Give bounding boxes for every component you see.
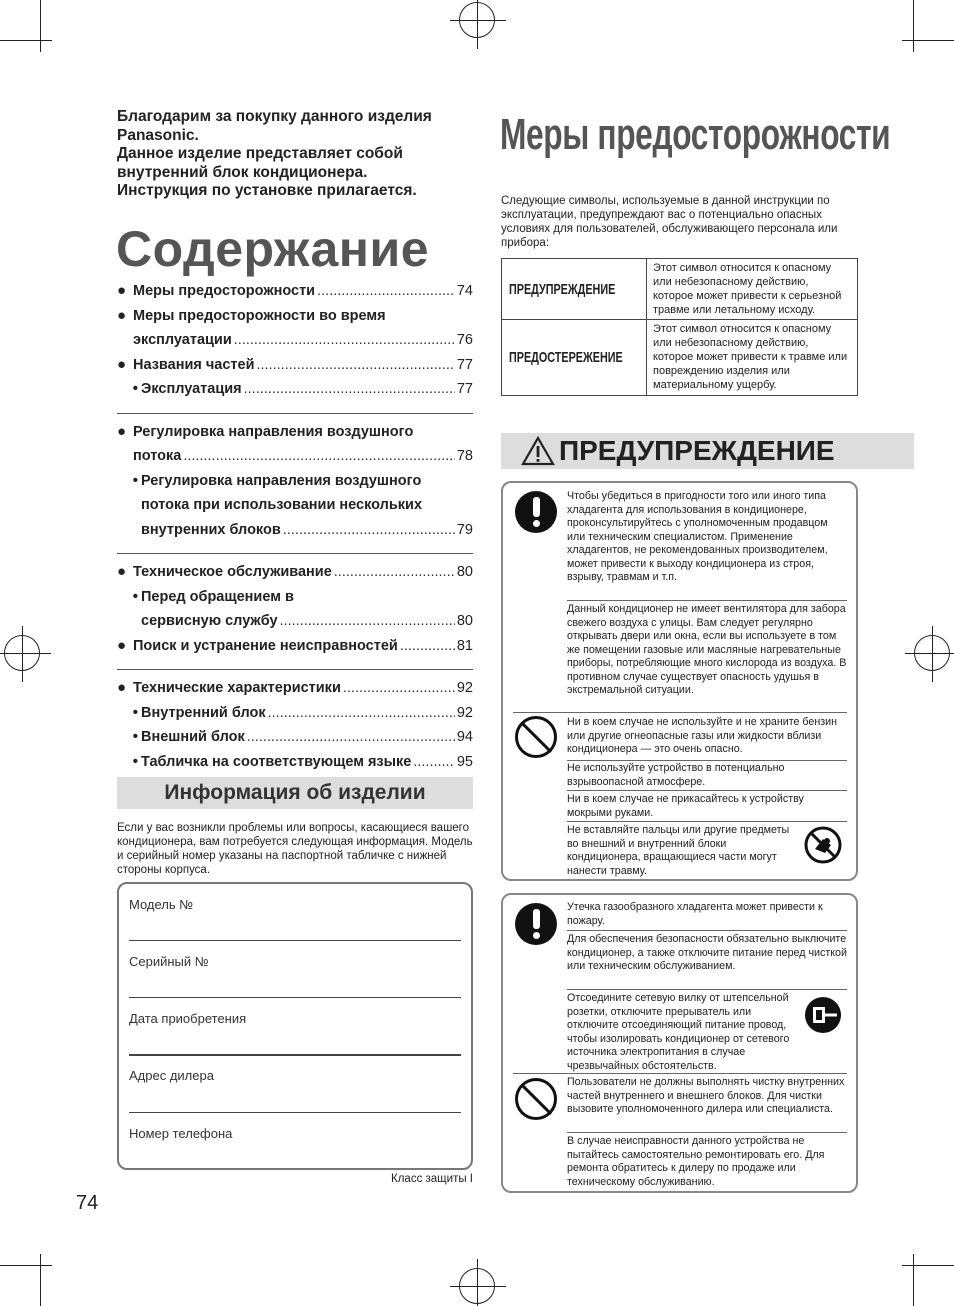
mandatory-action-icon xyxy=(515,491,557,533)
field-line xyxy=(129,940,461,941)
toc-item[interactable]: ● Меры предосторожности во время xyxy=(117,306,386,324)
symbol-row xyxy=(502,319,857,395)
no-fingers-fan-icon xyxy=(803,825,843,865)
warning-item: Утечка газообразного хладагента может привести к пожару. xyxy=(567,901,823,927)
serial-field-label: Серийный № xyxy=(129,954,209,969)
crop-mark xyxy=(902,1265,954,1266)
warning-heading xyxy=(501,433,914,469)
dealer-address-field-label: Адрес дилера xyxy=(129,1068,214,1083)
crop-mark xyxy=(913,1254,914,1306)
symbol-row xyxy=(502,259,857,319)
warning-item: В случае неисправности данного устройства не пытайтесь самостоятельно ремонтировать его. Для ремонта обратитесь к дилеру по продаже или техническому обслуживанию. xyxy=(567,1135,825,1188)
registration-mark xyxy=(459,1268,495,1304)
toc-subitem[interactable]: • Эксплуатация ..... 77 xyxy=(117,377,473,402)
warning-item: Пользователи не должны выполнять чистку внутренних частей внутреннего и внешнего блоков. Для чистки вызовите уполномоченного дилера или специалиста. xyxy=(567,1076,845,1115)
crop-mark xyxy=(0,40,52,41)
symbol-table xyxy=(501,258,858,396)
toc-item[interactable]: ● Регулировка направления воздушного xyxy=(117,422,414,440)
warning-item: Отсоедините сетевую вилку от штепсельной розетки, отключите прерыватель или отключите отсоединяющий питание провод, чтобы изолировать кондиционер от сетевого источника электропитания в случае чрезвычайных обстоятельств. xyxy=(567,992,790,1072)
product-info-text: Если у вас возникли проблемы или вопросы, касающиеся вашего кондиционера, вам потребуется следующая информация. Модель и серийный номер указаны на паспортной табличке с нижней стороны корпуса. xyxy=(117,822,473,876)
warning-item: Ни в коем случае не прикасайтесь к устройству мокрыми руками. xyxy=(567,793,804,819)
prohibition-icon xyxy=(515,716,557,758)
product-info-form xyxy=(117,882,473,1170)
item-divider xyxy=(567,760,847,761)
toc-item-cont[interactable]: внутренних блоков ..... 79 xyxy=(117,518,473,543)
item-divider xyxy=(567,930,847,931)
warning-triangle-icon xyxy=(521,436,555,466)
warning-item: Чтобы убедиться в пригодности того или иного типа хладагента для использования в кондиционере, проконсультируйтесь с уполномоченным продавцом или техническим специалистом. Применение хладагентов, не рекомендованных производителем, может привести к выходу кондиционера из строя, взрыву, травмам и т.п. xyxy=(567,490,828,583)
toc-item[interactable]: ● Техническое обслуживание ..... 80 xyxy=(117,560,473,585)
item-divider xyxy=(513,712,847,713)
item-divider xyxy=(567,790,847,791)
field-line xyxy=(129,997,461,998)
purchase-date-field-label: Дата приобретения xyxy=(129,1011,247,1026)
toc-item[interactable]: ● Поиск и устранение неисправностей ..... 81 xyxy=(117,634,473,659)
warning-item: Не используйте устройство в потенциально взрывоопасной атмосфере. xyxy=(567,762,785,788)
thanks-line: Данное изделие представляет собой внутренний блок кондиционера. xyxy=(117,145,403,181)
registration-mark xyxy=(914,635,950,671)
precautions-intro: Следующие символы, используемые в данной инструкции по эксплуатации, предупреждают вас о потенциально опасных условиях для пользователей, обслуживающего персонала или прибора: xyxy=(501,195,838,249)
crop-mark xyxy=(913,0,914,52)
item-divider xyxy=(567,1132,847,1133)
precautions-title: Меры предосторожности xyxy=(500,110,891,159)
prohibition-icon xyxy=(515,1078,557,1120)
toc-subitem[interactable]: • Регулировка направления воздушного xyxy=(132,471,422,489)
warning-box xyxy=(501,893,858,1193)
warning-item: Не вставляйте пальцы или другие предметы во внешний и внутренний блоки кондиционера, вращающиеся части могут нанести травму. xyxy=(567,824,790,877)
item-divider xyxy=(567,821,847,822)
symbol-description: Этот символ относится к опасному или небезопасному действию, которое может привести к травме или повреждению изделия или материальному ущербу. xyxy=(653,323,848,391)
toc-subitem[interactable]: • Внутренний блок ..... 92 xyxy=(117,701,473,726)
registration-mark xyxy=(459,2,495,38)
caution-label: ПРЕДОСТЕРЕЖЕНИЕ xyxy=(509,349,623,366)
protection-class-note: Класс защиты I xyxy=(391,1173,473,1185)
toc-divider xyxy=(117,413,473,414)
thanks-line: Благодарим за покупку данного изделия Panasonic. xyxy=(117,108,432,144)
warning-item: Данный кондиционер не имеет вентилятора для забора свежего воздуха с улицы. Вам следует регулярно открывать двери или окна, если вы используете в том же помещении газовые или масляные нагревательные приборы, потребляющие много кислорода из воздуха. В противном случае существует опасность удушья в экстремальной ситуации. xyxy=(567,603,847,696)
toc-title: Содержание xyxy=(116,221,430,277)
toc-subitem[interactable]: • Табличка на соответствующем языке ..... 95 xyxy=(117,750,473,775)
warning-box xyxy=(501,481,858,881)
page-number: 74 xyxy=(76,1192,99,1214)
table-of-contents xyxy=(117,279,473,774)
field-line xyxy=(129,1112,461,1113)
warning-item: Ни в коем случае не используйте и не храните бензин или другие огнеопасные газы или жидкости вблизи кондиционера — это очень опасно. xyxy=(567,716,838,755)
toc-item[interactable]: ● Названия частей ..... 77 xyxy=(117,353,473,378)
warning-item: Для обеспечения безопасности обязательно выключите кондиционер, а также отключите питание перед чисткой или техническим обслуживанием. xyxy=(567,933,847,972)
crop-mark xyxy=(40,0,41,52)
toc-subitem[interactable]: • Внешний блок ..... 94 xyxy=(117,725,473,750)
item-divider xyxy=(567,989,847,990)
thanks-line: Инструкция по установке прилагается. xyxy=(117,182,417,199)
toc-item[interactable]: ● Меры предосторожности ..... 74 xyxy=(117,279,473,304)
item-divider xyxy=(513,1073,847,1074)
model-field-label: Модель № xyxy=(129,897,194,912)
toc-divider xyxy=(117,553,473,554)
toc-item[interactable]: ● Технические характеристики ..... 92 xyxy=(117,676,473,701)
symbol-description: Этот символ относится к опасному или небезопасному действию, которое может привести к серьезной травме или летальному исходу. xyxy=(653,262,842,316)
crop-mark xyxy=(902,40,954,41)
product-info-heading: Информация об изделии xyxy=(117,777,473,809)
thanks-text xyxy=(117,108,477,201)
field-line xyxy=(129,1054,461,1056)
toc-subitem[interactable]: • Перед обращением в xyxy=(132,587,294,605)
warning-label: ПРЕДУПРЕЖДЕНИЕ xyxy=(509,280,616,298)
mandatory-action-icon xyxy=(515,903,557,945)
toc-item-cont[interactable]: эксплуатации ..... 76 xyxy=(117,328,473,353)
toc-divider xyxy=(117,669,473,670)
crop-mark xyxy=(0,1265,52,1266)
registration-mark xyxy=(4,635,40,671)
toc-item-cont[interactable]: сервисную службу ..... 80 xyxy=(117,609,473,634)
item-divider xyxy=(567,600,847,601)
warning-heading-text: ПРЕДУПРЕЖДЕНИЕ xyxy=(559,435,835,466)
crop-mark xyxy=(40,1254,41,1306)
unplug-icon xyxy=(803,995,843,1035)
toc-item-cont[interactable]: потока при использовании нескольких xyxy=(141,497,423,513)
phone-field-label: Номер телефона xyxy=(129,1126,233,1141)
toc-item-cont[interactable]: потока ..... 78 xyxy=(117,444,473,469)
